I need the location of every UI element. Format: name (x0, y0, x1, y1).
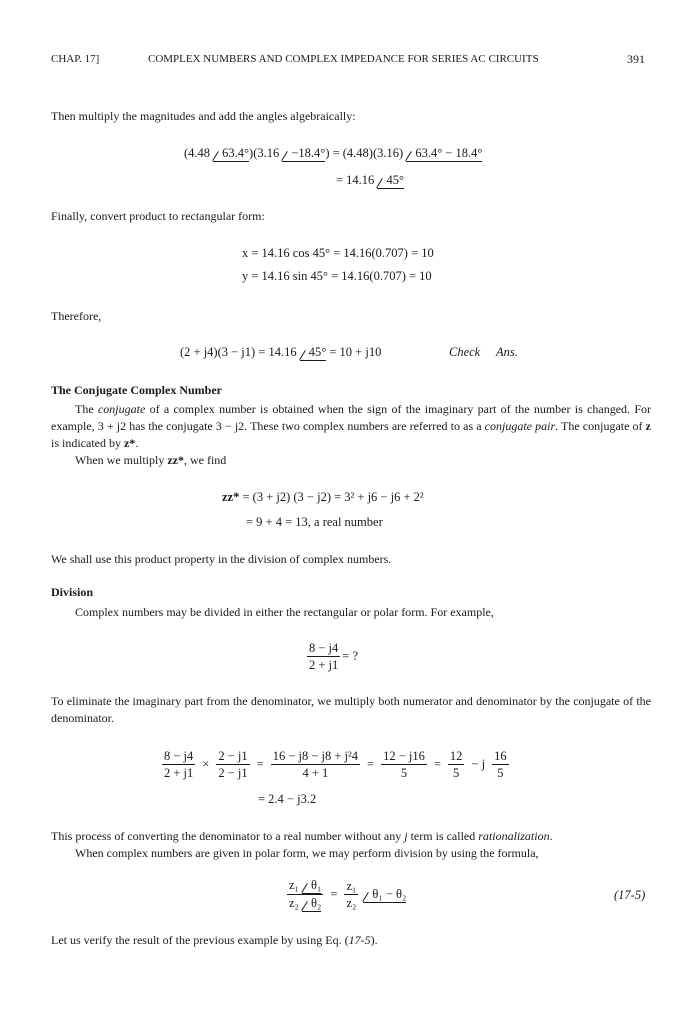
angle-symbol: θ₂ (302, 896, 321, 912)
angle-symbol: 45° (377, 173, 404, 189)
angle-symbol: θ₁ (302, 878, 321, 894)
paragraph-conjugate-definition: The conjugate of a complex number is obtained when the sign of the imaginary part of the number is changed. For example, 3 + j2 has the conjugate 3 − j2. These two complex numbers are referred to as a conjugate pair. The conjugate of z is indicated by z*. (51, 402, 651, 450)
paragraph-eliminate-imaginary: To eliminate the imaginary part from the denominator, we multiply both numerator and denominator by the conjugate of the denominator. (51, 694, 651, 725)
check-label: Check (449, 345, 481, 359)
text-when-multiply: When we multiply zz*, we find (75, 453, 227, 467)
angle-symbol: 63.4° − 18.4° (406, 146, 482, 162)
chapter-label: CHAP. 17] (51, 53, 100, 65)
equation-rationalization-result: = 2.4 − j3.2 (258, 792, 317, 806)
equation-polar-division-formula: $\frac{\text{z₁ θ₁}}{\text{z₂ θ₂}}$ = $\frac{\text{z₁}}{\text{z₂}}$ θ₁ − θ₂ (289, 878, 407, 910)
fraction: $\frac{16}{5}$ (494, 749, 507, 780)
fraction: $\frac{2 - j1}{2 - j1}$ (218, 749, 248, 780)
text-rationalization: This process of converting the denominator to a real number without any j term is called rationalization. (51, 829, 553, 843)
running-title: COMPLEX NUMBERS AND COMPLEX IMPEDANCE FOR SERIES AC CIRCUITS (148, 53, 539, 65)
angle-symbol: 45° (300, 345, 327, 361)
equation-x: x = 14.16 cos 45° = 14.16(0.707) = 10 (242, 246, 434, 260)
text-convert-rectangular: Finally, convert product to rectangular form: (51, 209, 265, 223)
equation-rationalization: $\frac{8 - j4}{2 + j1}$ × $\frac{2 - j1}{2 - j1}$ = $\frac{\text{16 − j8 − j8 + j²4}}{4 + 1}$ = $\frac{12 - j16}{5}$ = $\frac{12}{5}$ − j $\frac{16}{5}$ (164, 749, 507, 780)
text-multiply-magnitudes: Then multiply the magnitudes and add the angles algebraically: (51, 109, 356, 123)
section-heading-conjugate: The Conjugate Complex Number (51, 383, 222, 397)
equation-check: (2 + j4)(3 − j1) = 14.16 45° = 10 + j10 (180, 345, 382, 359)
equation-y: y = 14.16 sin 45° = 14.16(0.707) = 10 (242, 269, 432, 283)
fraction: $\frac{8 - j4}{2 + j1}$ (309, 641, 339, 672)
fraction: $\frac{\text{z₁ θ₁}}{\text{z₂ θ₂}}$ (289, 878, 322, 910)
equation-polar-product: (4.48 63.4°)(3.16 −18.4°) = (4.48)(3.16) 63.4° − 18.4° (184, 146, 483, 160)
text-therefore: Therefore, (51, 309, 102, 323)
angle-symbol: θ₁ − θ₂ (363, 887, 406, 903)
text-polar-division: When complex numbers are given in polar form, we may perform division by using the formula, (75, 846, 539, 860)
fraction: $\frac{\text{z₁}}{\text{z₂}}$ (346, 879, 357, 910)
fraction: $\frac{8 - j4}{2 + j1}$ (164, 749, 194, 780)
text-product-property: We shall use this product property in the division of complex numbers. (51, 552, 392, 566)
equation-polar-product-result: = 14.16 45° (336, 173, 404, 187)
equation-conjugate-product: zz* = (3 + j2) (3 − j2) = 3² + j6 − j6 + 2² (222, 490, 424, 504)
angle-symbol: −18.4° (282, 146, 325, 162)
text-division-intro: Complex numbers may be divided in either the rectangular or polar form. For example, (75, 605, 494, 619)
equation-division-example: $\frac{8 - j4}{2 + j1}$ = ? (309, 641, 359, 672)
fraction: $\frac{12}{5}$ (449, 749, 463, 780)
page-number: 391 (627, 52, 645, 66)
equation-number: (17-5) (614, 888, 646, 902)
angle-symbol: 63.4° (213, 146, 249, 162)
fraction: $\frac{12 - j16}{5}$ (383, 749, 425, 780)
text-verify: Let us verify the result of the previous example by using Eq. (17-5). (51, 933, 378, 947)
fraction: $\frac{\text{16 − j8 − j8 + j²4}}{4 + 1}$ (272, 749, 359, 780)
section-heading-division: Division (51, 585, 94, 599)
equation-conjugate-result: = 9 + 4 = 13, a real number (246, 515, 383, 529)
answer-label: Ans. (496, 345, 518, 359)
